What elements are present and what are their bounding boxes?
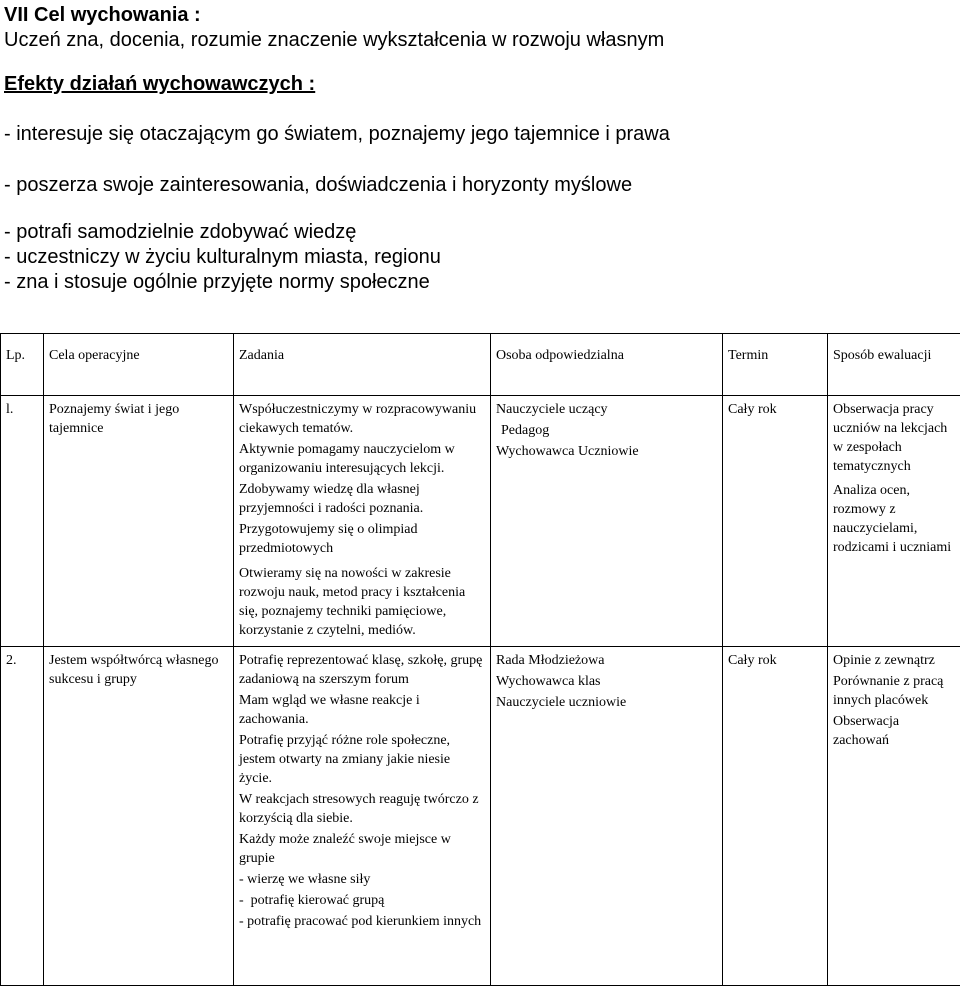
effect-item: - zna i stosuje ogólnie przyjęte normy społeczne <box>4 270 430 294</box>
cell-zadania <box>234 647 491 986</box>
cell-cel: Poznajemy świat i jego tajemnice <box>44 396 234 647</box>
plan-table <box>0 333 960 986</box>
person-text: Pedagog <box>496 421 718 440</box>
person-text: Nauczyciele uczniowie <box>496 693 718 712</box>
person-text: Wychowawca klas <box>496 672 718 691</box>
table-row <box>1 647 960 986</box>
task-text: Aktywnie pomagamy nauczycielom w organizowaniu interesujących lekcji. <box>239 440 486 478</box>
cell-ewaluacja <box>828 647 960 986</box>
evaluation-text: Obserwacja zachowań <box>833 712 956 750</box>
task-text: Zdobywamy wiedzę dla własnej przyjemności i radości poznania. <box>239 480 486 518</box>
evaluation-text: Porównanie z pracą innych placówek <box>833 672 956 710</box>
header-termin: Termin <box>723 334 828 396</box>
effects-title: Efekty działań wychowawczych : <box>4 72 315 96</box>
task-text: Przygotowujemy się o olimpiad przedmiotowych <box>239 520 486 558</box>
table-header-row <box>1 334 960 396</box>
cell-lp: l. <box>1 396 44 647</box>
task-text: - potrafię pracować pod kierunkiem innych <box>239 912 486 931</box>
cell-osoba <box>491 396 723 647</box>
header-osoba: Osoba odpowiedzialna <box>491 334 723 396</box>
cell-ewaluacja <box>828 396 960 647</box>
task-text: W reakcjach stresowych reaguję twórczo z korzyścią dla siebie. <box>239 790 486 828</box>
person-text: Nauczyciele uczący <box>496 400 718 419</box>
evaluation-text: Opinie z zewnątrz <box>833 651 956 670</box>
evaluation-text: Obserwacja pracy uczniów na lekcjach w zespołach tematycznych <box>833 400 956 476</box>
cell-zadania <box>234 396 491 647</box>
effect-item: - uczestniczy w życiu kulturalnym miasta, regionu <box>4 245 441 269</box>
evaluation-text: Analiza ocen, rozmowy z nauczycielami, rodzicami i uczniami <box>833 481 956 557</box>
task-text: Potrafię przyjąć różne role społeczne, jestem otwarty na zmiany jakie niesie życie. <box>239 731 486 788</box>
task-text: Potrafię reprezentować klasę, szkołę, grupę zadaniową na szerszym forum <box>239 651 486 689</box>
section-title: VII Cel wychowania : <box>4 3 201 27</box>
table-row <box>1 396 960 647</box>
person-text: Wychowawca Uczniowie <box>496 442 718 461</box>
task-text: - potrafię kierować grupą <box>239 891 486 910</box>
cell-cel: Jestem współtwórcą własnego sukcesu i grupy <box>44 647 234 986</box>
section-subtitle: Uczeń zna, docenia, rozumie znaczenie wykształcenia w rozwoju własnym <box>4 28 664 52</box>
header-cel: Cela operacyjne <box>44 334 234 396</box>
effect-item: - potrafi samodzielnie zdobywać wiedzę <box>4 220 356 244</box>
task-text: Mam wgląd we własne reakcje i zachowania. <box>239 691 486 729</box>
effect-item: - interesuje się otaczającym go światem, poznajemy jego tajemnice i prawa <box>4 122 670 146</box>
cell-lp: 2. <box>1 647 44 986</box>
person-text: Rada Młodzieżowa <box>496 651 718 670</box>
task-text: Otwieramy się na nowości w zakresie rozwoju nauk, metod pracy i kształcenia się, poznajemy techniki pamięciowe, korzystanie z czytelni, mediów. <box>239 564 486 640</box>
effect-item: - poszerza swoje zainteresowania, doświadczenia i horyzonty myślowe <box>4 173 632 197</box>
cell-termin: Cały rok <box>723 396 828 647</box>
task-text: - wierzę we własne siły <box>239 870 486 889</box>
task-text: Współuczestniczymy w rozpracowywaniu ciekawych tematów. <box>239 400 486 438</box>
task-text: Każdy może znaleźć swoje miejsce w grupie <box>239 830 486 868</box>
header-zadania: Zadania <box>234 334 491 396</box>
header-lp: Lp. <box>1 334 44 396</box>
header-ewaluacja: Sposób ewaluacji <box>828 334 960 396</box>
cell-osoba <box>491 647 723 986</box>
cell-termin: Cały rok <box>723 647 828 986</box>
